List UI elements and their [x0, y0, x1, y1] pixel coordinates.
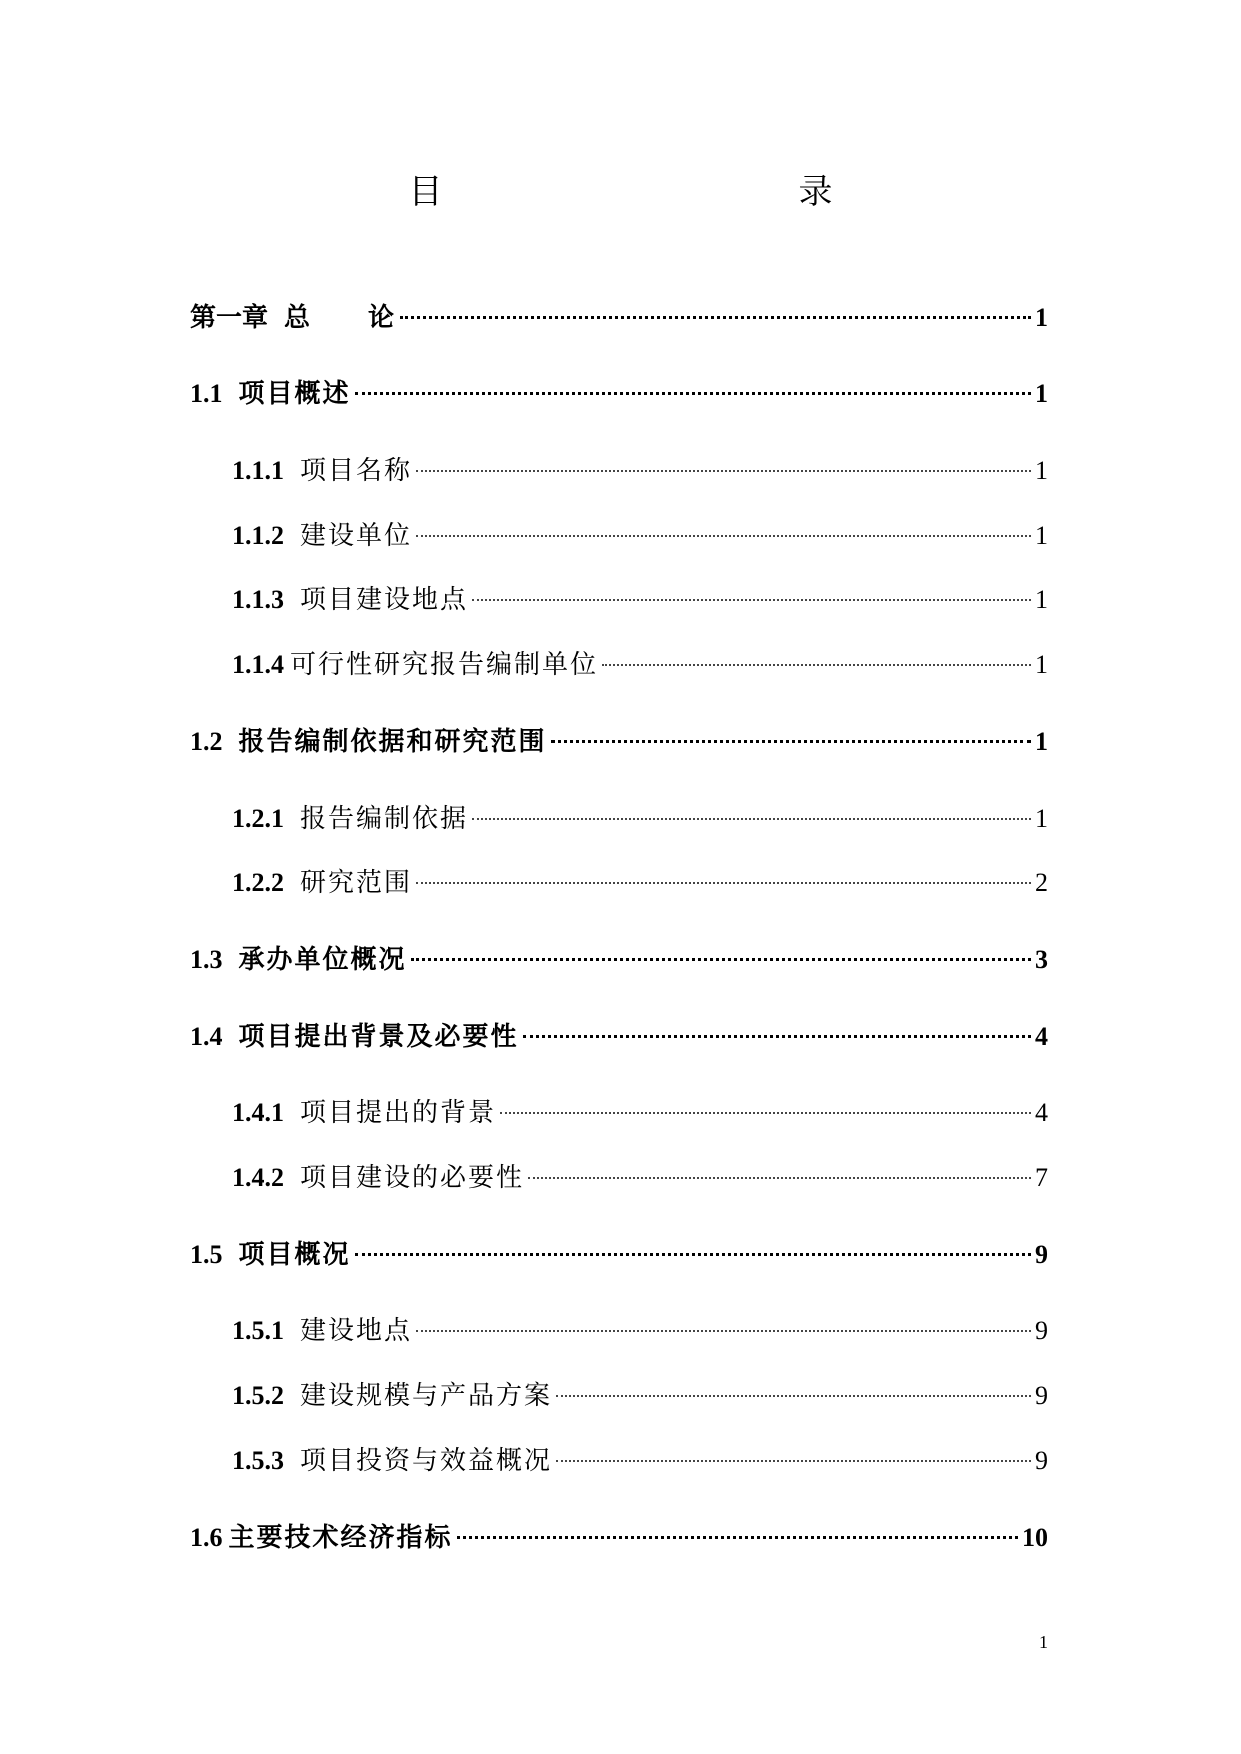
toc-entry-number: 1.4	[190, 1022, 223, 1051]
toc-entry-1-1-1[interactable]	[232, 451, 1048, 491]
toc-entry-number: 1.1	[190, 379, 223, 408]
dot-leader	[416, 1330, 1031, 1332]
toc-entry-1-1-4[interactable]	[232, 645, 1048, 685]
dot-leader	[416, 470, 1031, 472]
toc-entry-page: 1	[1035, 303, 1048, 332]
toc-entry-1-1-3[interactable]	[232, 580, 1048, 620]
toc-entry-1-4-2[interactable]	[232, 1158, 1048, 1198]
toc-entry-1-5[interactable]	[190, 1235, 1048, 1275]
dot-leader	[556, 1395, 1031, 1397]
dot-leader	[500, 1112, 1031, 1114]
toc-entry-page: 3	[1035, 945, 1048, 974]
dot-leader	[556, 1460, 1031, 1462]
dot-leader	[457, 1536, 1018, 1539]
toc-entry-page: 10	[1022, 1523, 1048, 1552]
toc-entry-1-5-3[interactable]	[232, 1441, 1048, 1481]
toc-entry-page: 9	[1035, 1446, 1048, 1475]
toc-entry-page: 1	[1035, 379, 1048, 408]
toc-entry-page: 1	[1035, 650, 1048, 679]
toc-entry-page: 2	[1035, 868, 1048, 897]
toc-entry-page: 9	[1035, 1316, 1048, 1345]
toc-entry-1-2-1[interactable]	[232, 799, 1048, 839]
toc-entry-number: 1.4.1	[232, 1098, 284, 1127]
toc-entry-number: 1.3	[190, 945, 223, 974]
toc-entry-number: 1.2	[190, 727, 223, 756]
toc-entry-title: 项目提出背景及必要性	[238, 1022, 519, 1052]
toc-entry-title: 主要技术经济指标	[228, 1523, 453, 1553]
toc-entry-title: 项目提出的背景	[300, 1098, 497, 1128]
toc-entry-page: 7	[1035, 1163, 1048, 1192]
toc-entry-title: 建设地点	[300, 1316, 413, 1346]
dot-leader	[472, 599, 1031, 601]
toc-entry-1-5-1[interactable]	[232, 1311, 1048, 1351]
toc-entry-title: 项目建设的必要性	[300, 1163, 525, 1193]
toc-entry-number: 1.5	[190, 1240, 223, 1269]
toc-entry-page: 1	[1035, 521, 1048, 550]
toc-entry-number: 1.1.1	[232, 456, 284, 485]
toc-entry-number: 1.5.1	[232, 1316, 284, 1345]
toc-entry-title: 项目投资与效益概况	[300, 1446, 553, 1476]
toc-entry-1-2-2[interactable]	[232, 863, 1048, 903]
toc-entry-number: 1.1.3	[232, 585, 284, 614]
toc-entry-title: 项目名称	[300, 456, 413, 486]
toc-entry-title: 报告编制依据和研究范围	[238, 727, 547, 757]
toc-entry-1-4[interactable]	[190, 1017, 1048, 1057]
toc-entry-number: 1.5.3	[232, 1446, 284, 1475]
dot-leader	[411, 958, 1031, 961]
dot-leader	[416, 882, 1031, 884]
toc-entry-number: 1.6	[190, 1523, 223, 1552]
page-title: 目 录	[408, 172, 929, 212]
dot-leader	[355, 1253, 1031, 1256]
toc-entry-title: 项目概况	[238, 1240, 351, 1270]
dot-leader	[528, 1177, 1031, 1179]
toc-entry-page: 1	[1035, 804, 1048, 833]
toc-entry-page: 1	[1035, 585, 1048, 614]
toc-entry-1-1-2[interactable]	[232, 516, 1048, 556]
toc-entry-page: 4	[1035, 1022, 1048, 1051]
toc-entry-title: 研究范围	[300, 868, 413, 898]
toc-entry-1-1[interactable]	[190, 374, 1048, 414]
toc-entry-1-2[interactable]	[190, 722, 1048, 762]
toc-entry-number: 1.2.1	[232, 804, 284, 833]
toc-entry-title: 项目建设地点	[300, 585, 469, 615]
dot-leader	[472, 818, 1031, 820]
toc-entry-page: 1	[1035, 456, 1048, 485]
toc-entry-chapter-1[interactable]	[190, 298, 1048, 338]
dot-leader	[523, 1035, 1031, 1038]
dot-leader	[355, 392, 1031, 395]
page-number: 1	[1039, 1632, 1048, 1652]
toc-entry-title: 总 论	[284, 303, 397, 333]
toc-entry-title: 报告编制依据	[300, 804, 469, 834]
toc-entry-page: 4	[1035, 1098, 1048, 1127]
toc-entry-number: 1.5.2	[232, 1381, 284, 1410]
toc-entry-number: 1.1.4	[232, 650, 284, 679]
dot-leader	[602, 664, 1031, 666]
toc-entry-title: 建设单位	[300, 521, 413, 551]
toc-entry-title: 项目概述	[238, 379, 351, 409]
toc-entry-number: 1.1.2	[232, 521, 284, 550]
dot-leader	[551, 740, 1031, 743]
toc-entry-title: 可行性研究报告编制单位	[290, 650, 599, 680]
toc-entry-page: 9	[1035, 1381, 1048, 1410]
toc-entry-number: 1.2.2	[232, 868, 284, 897]
toc-entry-number: 第一章	[190, 303, 269, 333]
toc-entry-title: 承办单位概况	[238, 945, 407, 975]
toc-entry-page: 1	[1035, 727, 1048, 756]
toc-entry-1-4-1[interactable]	[232, 1093, 1048, 1133]
toc-entry-title: 建设规模与产品方案	[300, 1381, 553, 1411]
toc-entry-1-5-2[interactable]	[232, 1376, 1048, 1416]
dot-leader	[400, 316, 1031, 319]
toc-entry-1-6[interactable]	[190, 1518, 1048, 1558]
dot-leader	[416, 535, 1031, 537]
toc-entry-number: 1.4.2	[232, 1163, 284, 1192]
toc-entry-page: 9	[1035, 1240, 1048, 1269]
toc-entry-1-3[interactable]	[190, 940, 1048, 980]
